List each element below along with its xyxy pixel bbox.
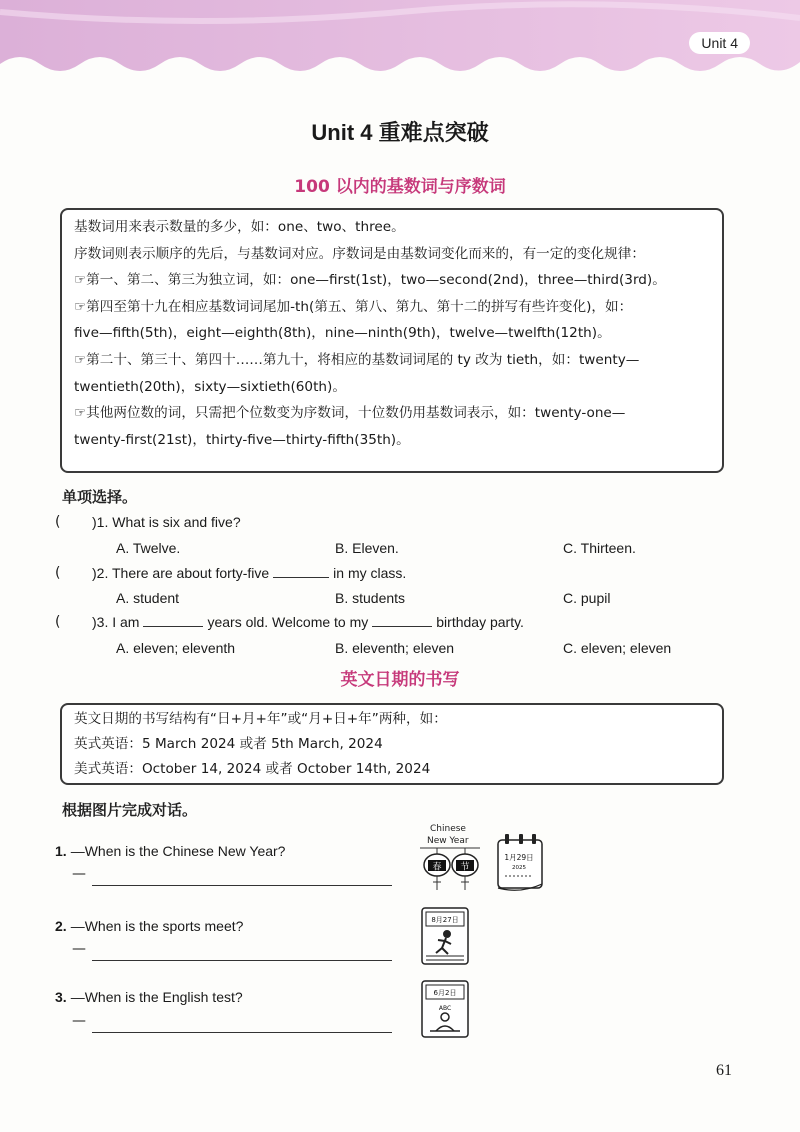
question-1: )1. What is six and five? xyxy=(92,514,241,530)
answer-line[interactable] xyxy=(72,941,392,961)
option-b: B. Eleven. xyxy=(335,540,399,556)
dash: — xyxy=(72,1013,86,1029)
option-c: C. Thirteen. xyxy=(563,540,636,556)
english-test-date: 6月2日 xyxy=(433,989,457,997)
rule-line: 美式英语：October 14, 2024 或者 October 14th, 2024 xyxy=(74,761,431,777)
dialogue-question-2 xyxy=(55,918,243,934)
english-test-picture xyxy=(420,979,470,1039)
rule-box-dates xyxy=(60,703,724,785)
rule-line: 英文日期的书写结构有“日+月+年”或“月+日+年”两种，如： xyxy=(74,711,447,727)
question-text: birthday party. xyxy=(436,614,524,630)
answer-line[interactable] xyxy=(72,1013,392,1033)
option-b: B. students xyxy=(335,590,406,606)
chinese-new-year-picture xyxy=(415,822,550,897)
rule-line: five—fifth(5th)，eight—eighth(8th)，nine—ninth(9th)，twelve—twelfth(12th)。 xyxy=(74,325,611,342)
rule-line: 英式英语：5 March 2024 或者 5th March, 2024 xyxy=(74,736,383,752)
rule-line: twentieth(20th)，sixty—sixtieth(60th)。 xyxy=(74,378,346,395)
question-text: —When is the sports meet? xyxy=(70,918,244,934)
question-text: —When is the Chinese New Year? xyxy=(70,843,286,859)
page-title: Unit 4 重难点突破 xyxy=(311,120,489,145)
section-heading-numbers: 100 以内的基数词与序数词 xyxy=(294,177,506,197)
lantern-text-2: 节 xyxy=(460,862,470,873)
exercise-heading-choice: 单项选择。 xyxy=(62,488,138,506)
calendar-icon xyxy=(498,834,542,890)
item-number: 3. xyxy=(55,989,67,1005)
option-a: A. Twelve. xyxy=(116,540,181,556)
option-a: A. student xyxy=(116,590,180,606)
section-heading-dates: 英文日期的书写 xyxy=(340,670,460,690)
rule-line: 序数词则表示顺序的先后，与基数词对应。序数词是由基数词变化而来的，有一定的变化规律： xyxy=(74,245,645,262)
answer-line[interactable] xyxy=(72,866,392,886)
calendar-date: 1月29日 xyxy=(504,853,534,862)
fill-blank[interactable] xyxy=(273,565,329,578)
option-c: C. eleven; eleven xyxy=(563,640,672,656)
option-b: B. eleventh; eleven xyxy=(335,640,455,656)
item-number: 1. xyxy=(55,843,67,859)
sports-meet-picture xyxy=(420,906,470,966)
calendar-year: 2025 xyxy=(512,865,526,871)
abc-sign: ABC xyxy=(438,1005,452,1012)
rule-line: ☞第二十、第三十、第四十……第九十，将相应的基数词词尾的 ty 改为 tieth，如：twenty— xyxy=(74,351,640,368)
question-text: —When is the English test? xyxy=(70,989,243,1005)
lantern-text-1: 春 xyxy=(432,862,442,873)
question-text: )3. I am xyxy=(92,614,140,630)
fill-blank[interactable] xyxy=(372,614,432,627)
header-banner xyxy=(0,0,800,95)
dialogue-question-3 xyxy=(55,989,243,1005)
dash: — xyxy=(72,941,86,957)
rule-line: 基数词用来表示数量的多少，如：one、two、three。 xyxy=(74,219,405,235)
rule-line: twenty-first(21st)，thirty-five—thirty-fifth(35th)。 xyxy=(74,431,410,448)
answer-paren[interactable]: ( xyxy=(55,614,61,630)
option-a: A. eleven; eleventh xyxy=(116,640,236,656)
caption-new-year: New Year xyxy=(427,836,469,846)
caption-chinese: Chinese xyxy=(430,824,466,834)
unit-tab: Unit 4 xyxy=(689,32,750,54)
page-number: 61 xyxy=(716,1062,732,1079)
rule-line: ☞第一、第二、第三为独立词，如：one—first(1st)，two—second(2nd)，three—third(3rd)。 xyxy=(74,272,666,289)
fill-blank[interactable] xyxy=(143,614,203,627)
question-3 xyxy=(92,614,524,630)
answer-paren[interactable]: ( xyxy=(55,565,61,581)
exercise-heading-dialogue: 根据图片完成对话。 xyxy=(62,801,198,819)
rule-box-numbers xyxy=(60,208,724,473)
question-text: in my class. xyxy=(333,565,407,581)
question-text: years old. Welcome to my xyxy=(207,614,369,630)
sports-meet-date: 8月27日 xyxy=(431,916,459,924)
rule-line: ☞第四至第十九在相应基数词词尾加-th(第五、第八、第九、第十二的拼写有些许变化)，如： xyxy=(74,298,633,315)
item-number: 2. xyxy=(55,918,67,934)
question-text: )2. There are about forty-five xyxy=(92,565,270,581)
rule-line: ☞其他两位数的词，只需把个位数变为序数词，十位数仍用基数词表示，如：twenty-one— xyxy=(74,405,626,422)
option-c: C. pupil xyxy=(563,590,611,606)
dialogue-question-1 xyxy=(55,843,285,859)
dash: — xyxy=(72,866,86,882)
answer-paren[interactable]: ( xyxy=(55,514,61,530)
question-2 xyxy=(92,565,406,581)
